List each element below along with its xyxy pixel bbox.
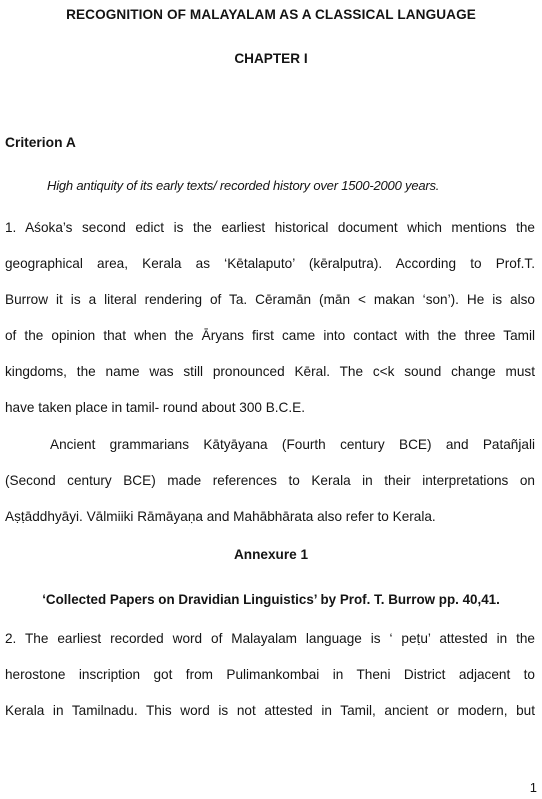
paragraph-line: Aṣṭāddhyāyi. Vālmiiki Rāmāyaṇa and Mahābhārata also refer to Kerala.	[5, 509, 436, 524]
page-number: 1	[529, 780, 537, 795]
paragraph-line: geographical area, Kerala as ‘Kētalaputo’ (kēralputra). According to Prof.T.	[5, 256, 535, 271]
chapter-heading: CHAPTER I	[234, 51, 308, 66]
criterion-heading: Criterion A	[5, 135, 76, 150]
annexure-reference: ‘Collected Papers on Dravidian Linguistics’ by Prof. T. Burrow pp. 40,41.	[42, 592, 500, 607]
paragraph-line: 2. The earliest recorded word of Malayalam language is ‘ peṭu’ attested in the	[5, 631, 535, 646]
annexure-heading: Annexure 1	[233, 547, 309, 562]
paragraph-line: Burrow it is a literal rendering of Ta. Cēramān (mān < makan ‘son’). He is also	[5, 292, 535, 307]
paragraph-line: Kerala in Tamilnadu. This word is not attested in Tamil, ancient or modern, but	[5, 703, 535, 718]
paragraph-line: kingdoms, the name was still pronounced Kēral. The c<k sound change must	[5, 364, 535, 379]
paragraph-line: (Second century BCE) made references to Kerala in their interpretations on	[5, 473, 535, 488]
paragraph-line: of the opinion that when the Āryans first came into contact with the three Tamil	[5, 328, 535, 343]
paragraph-line: 1. Aśoka’s second edict is the earliest historical document which mentions the	[5, 220, 535, 235]
document-title: RECOGNITION OF MALAYALAM AS A CLASSICAL LANGUAGE	[66, 7, 476, 22]
paragraph-line: have taken place in tamil- round about 300 B.C.E.	[5, 400, 305, 415]
paragraph-line: herostone inscription got from Pulimankombai in Theni District adjacent to	[5, 667, 535, 682]
paragraph-line: Ancient grammarians Kātyāyana (Fourth century BCE) and Patañjali	[50, 437, 535, 452]
criterion-subtitle: High antiquity of its early texts/ recorded history over 1500-2000 years.	[47, 178, 440, 193]
